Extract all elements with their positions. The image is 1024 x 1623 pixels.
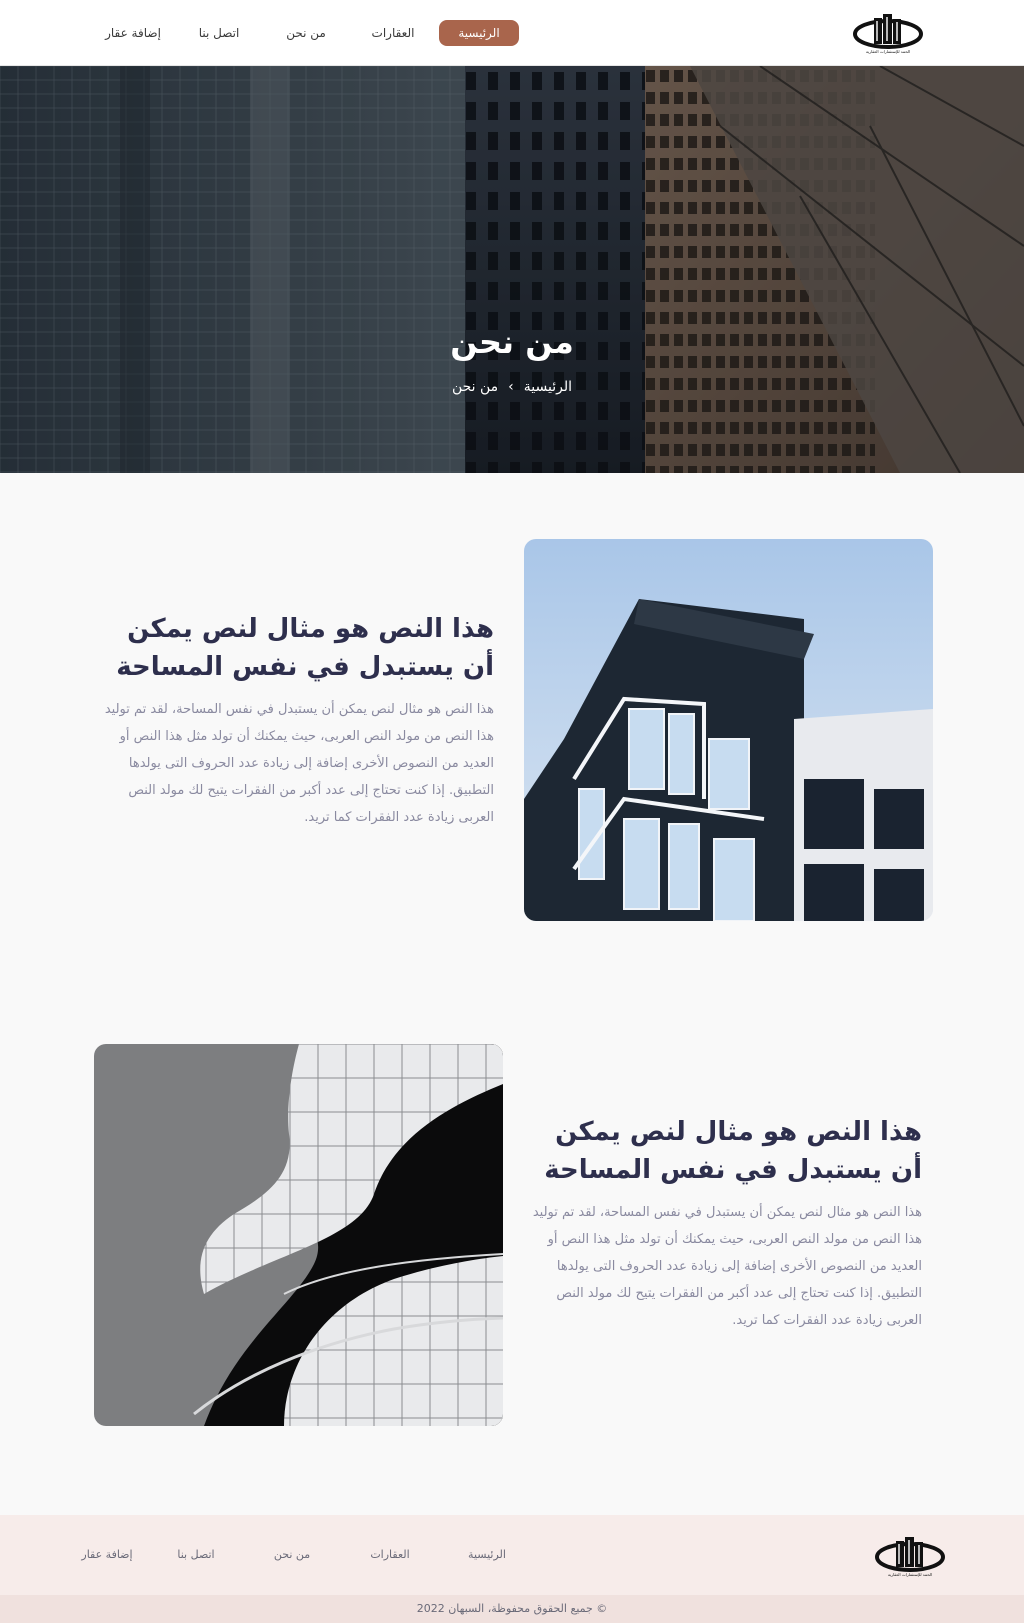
nav-home[interactable]: الرئيسية — [439, 20, 519, 46]
section2-heading-line1: هذا النص هو مثال لنص يمكن — [555, 1117, 922, 1147]
section2-text — [530, 1113, 922, 1334]
section1-heading-line2: أن يستبدل في نفس المساحة — [116, 652, 494, 682]
footer-link-add-property[interactable]: إضافة عقار — [81, 1548, 133, 1561]
section1-building-image — [524, 539, 933, 921]
section2-building-image — [94, 1044, 503, 1426]
main-nav — [0, 0, 1024, 66]
section1-heading — [100, 610, 494, 686]
site-header — [0, 0, 1024, 66]
logo-caption: الحمد للإستثمارات العقارية — [865, 49, 911, 54]
breadcrumb-separator-icon: › — [508, 379, 514, 395]
nav-about[interactable]: من نحن — [286, 26, 326, 40]
section2-heading-line2: أن يستبدل في نفس المساحة — [544, 1155, 922, 1185]
breadcrumb-home-link[interactable]: الرئيسية — [523, 379, 573, 395]
copyright-bar: © جميع الحقوق محفوظة، السبهان 2022 — [0, 1595, 1024, 1623]
nav-add-property[interactable]: إضافة عقار — [105, 26, 161, 40]
footer-link-contact[interactable]: اتصل بنا — [177, 1548, 215, 1561]
nav-properties[interactable]: العقارات — [371, 26, 415, 40]
building-logo-icon — [872, 1533, 948, 1579]
breadcrumb-current: من نحن — [451, 379, 499, 395]
breadcrumb — [0, 376, 1024, 398]
page-title: من نحن — [450, 323, 574, 361]
curved-building-image — [94, 1044, 503, 1426]
footer-logo-caption: الحمد للإستثمارات العقارية — [887, 1572, 933, 1577]
modern-building-image — [524, 539, 933, 921]
section1-text — [100, 610, 494, 831]
footer-brand-logo[interactable] — [872, 1533, 948, 1579]
footer-link-home[interactable]: الرئيسية — [468, 1548, 506, 1561]
section2-paragraph: هذا النص هو مثال لنص يمكن أن يستبدل في نفس المساحة، لقد تم توليد هذا النص من مولد النص العربى، حيث يمكنك أن تولد مثل هذا النص أو العديد من النصوص الأخرى إضافة إلى زيادة عدد الحروف التى يولدها التطبيق. إذا كنت تحتاج إلى عدد أكبر من الفقرات يتيح لك مولد النص العربى زيادة عدد الفقرات كما تريد. — [532, 1205, 922, 1328]
footer-link-properties[interactable]: العقارات — [370, 1548, 410, 1561]
section2-heading — [530, 1113, 922, 1189]
hero-background-image — [0, 66, 1024, 473]
site-footer — [0, 1515, 1024, 1595]
footer-link-about[interactable]: من نحن — [273, 1548, 311, 1561]
section1-heading-line1: هذا النص هو مثال لنص يمكن — [127, 614, 494, 644]
section1-paragraph: هذا النص هو مثال لنص يمكن أن يستبدل في نفس المساحة، لقد تم توليد هذا النص من مولد النص العربى، حيث يمكنك أن تولد مثل هذا النص أو العديد من النصوص الأخرى إضافة إلى زيادة عدد الحروف التى يولدها التطبيق. إذا كنت تحتاج إلى عدد أكبر من الفقرات يتيح لك مولد النص العربى زيادة عدد الفقرات كما تريد. — [104, 702, 494, 825]
nav-contact[interactable]: اتصل بنا — [198, 26, 240, 40]
hero-banner — [0, 66, 1024, 473]
